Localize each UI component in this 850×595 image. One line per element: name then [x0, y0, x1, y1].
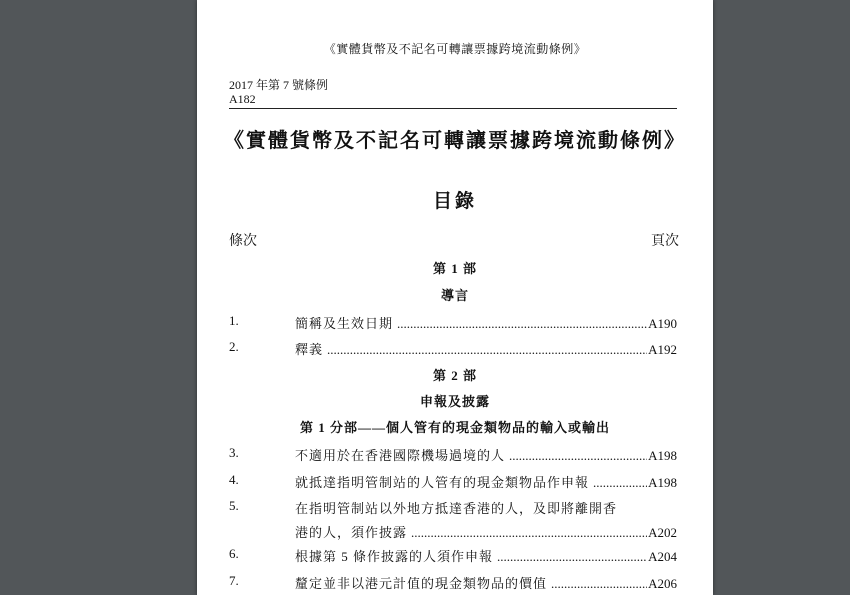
section-page: A202	[648, 525, 677, 540]
part-1-title: 導言	[440, 288, 469, 303]
section-number: 5.	[229, 498, 239, 513]
part-2-label: 第 2 部	[432, 368, 477, 383]
section-number: 7.	[229, 573, 239, 588]
toc-entry[interactable]	[229, 339, 677, 358]
division-1-title: 第 1 分部——個人管有的現金類物品的輸入或輸出	[299, 420, 610, 435]
section-title: 釐定並非以港元計值的現金類物品的價值	[295, 576, 548, 591]
section-title: 就抵達指明管制站的人管有的現金類物品作申報	[295, 475, 590, 490]
header-rule	[229, 108, 677, 109]
page-number: A182	[229, 92, 256, 106]
section-number: 3.	[229, 445, 239, 460]
leader-dots	[397, 316, 647, 332]
leader-dots	[327, 342, 647, 358]
section-number: 6.	[229, 546, 239, 561]
section-page: A192	[648, 342, 677, 357]
leader-dots	[509, 448, 647, 464]
section-title: 簡稱及生效日期	[295, 316, 394, 331]
section-title: 釋義	[295, 342, 324, 357]
document-title: 《實體貨幣及不記名可轉讓票據跨境流動條例》	[224, 130, 686, 152]
part-1-label: 第 1 部	[432, 261, 477, 276]
document-page	[197, 0, 713, 595]
toc-entry[interactable]	[229, 546, 677, 565]
running-header: 《實體貨幣及不記名可轉讓票據跨境流動條例》	[323, 42, 587, 56]
toc-entry[interactable]	[229, 573, 677, 592]
section-number: 2.	[229, 339, 239, 354]
toc-entry[interactable]	[229, 445, 677, 464]
section-title: 港的人，須作披露	[295, 525, 408, 540]
leader-dots	[551, 576, 647, 592]
toc-entry[interactable]	[229, 498, 677, 541]
leader-dots	[411, 525, 647, 541]
leader-dots	[593, 475, 647, 491]
section-page: A198	[648, 475, 677, 490]
ordinance-number: 2017 年第 7 號條例	[229, 78, 329, 92]
page-column-label: 頁次	[651, 234, 679, 249]
section-title-line-1: 在指明管制站以外地方抵達香港的人，及即將離開香	[295, 501, 618, 516]
leader-dots	[497, 549, 647, 565]
part-2-title: 申報及披露	[419, 394, 490, 409]
section-page: A198	[648, 448, 677, 463]
section-column-label: 條次	[229, 234, 257, 249]
toc-entry[interactable]	[229, 313, 677, 332]
section-page: A190	[648, 316, 677, 331]
section-title: 根據第 5 條作披露的人須作申報	[295, 549, 494, 564]
section-page: A206	[648, 576, 677, 591]
section-number: 1.	[229, 313, 239, 328]
section-page: A204	[648, 549, 677, 564]
section-number: 4.	[229, 472, 239, 487]
section-title: 不適用於在香港國際機場過境的人	[295, 448, 506, 463]
toc-heading: 目錄	[432, 191, 477, 212]
toc-entry[interactable]	[229, 472, 677, 491]
